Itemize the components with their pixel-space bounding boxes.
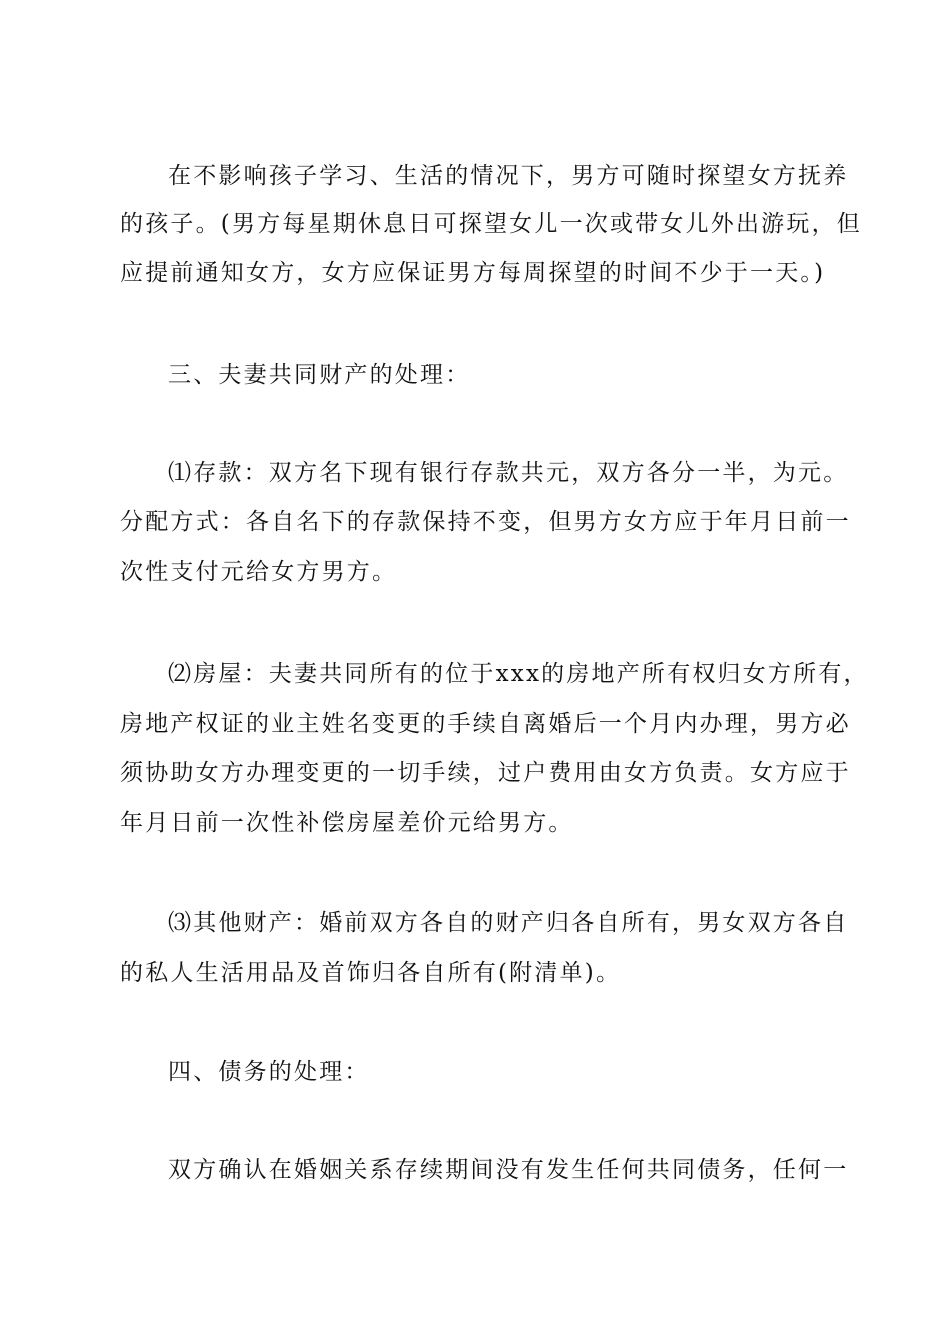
paragraph-line: 年月日前一次性补偿房屋差价元给男方。 [120, 810, 574, 836]
paragraph-line: ⑴存款：双方名下现有银行存款共元，双方各分一半，为元。 [168, 460, 849, 486]
paragraph-line: 的私人生活用品及首饰归各自所有(附清单)。 [120, 960, 622, 986]
paragraph-line: 在不影响孩子学习、生活的情况下，男方可随时探望女方抚养 [168, 163, 849, 189]
paragraph-line: ⑶其他财产：婚前双方各自的财产归各自所有，男女双方各自 [168, 910, 849, 936]
paragraph-line: 房地产权证的业主姓名变更的手续自离婚后一个月内办理，男方必 [120, 711, 851, 737]
paragraph-line: 双方确认在婚姻关系存续期间没有发生任何共同债务，任何一 [168, 1157, 849, 1183]
paragraph-line: 次性支付元给女方男方。 [120, 559, 398, 585]
section-heading: 四、债务的处理： [168, 1059, 370, 1085]
paragraph-line: ⑵房屋：夫妻共同所有的位于xxx的房地产所有权归女方所有， [168, 661, 869, 687]
paragraph-line: 应提前通知女方，女方应保证男方每周探望的时间不少于一天。) [120, 260, 826, 286]
paragraph-line: 的孩子。(男方每星期休息日可探望女儿一次或带女儿外出游玩，但 [120, 211, 862, 237]
paragraph-line: 分配方式：各自名下的存款保持不变，但男方女方应于年月日前一 [120, 509, 851, 535]
paragraph-line: 须协助女方办理变更的一切手续，过户费用由女方负责。女方应于 [120, 760, 851, 786]
section-heading: 三、夫妻共同财产的处理： [168, 362, 471, 388]
